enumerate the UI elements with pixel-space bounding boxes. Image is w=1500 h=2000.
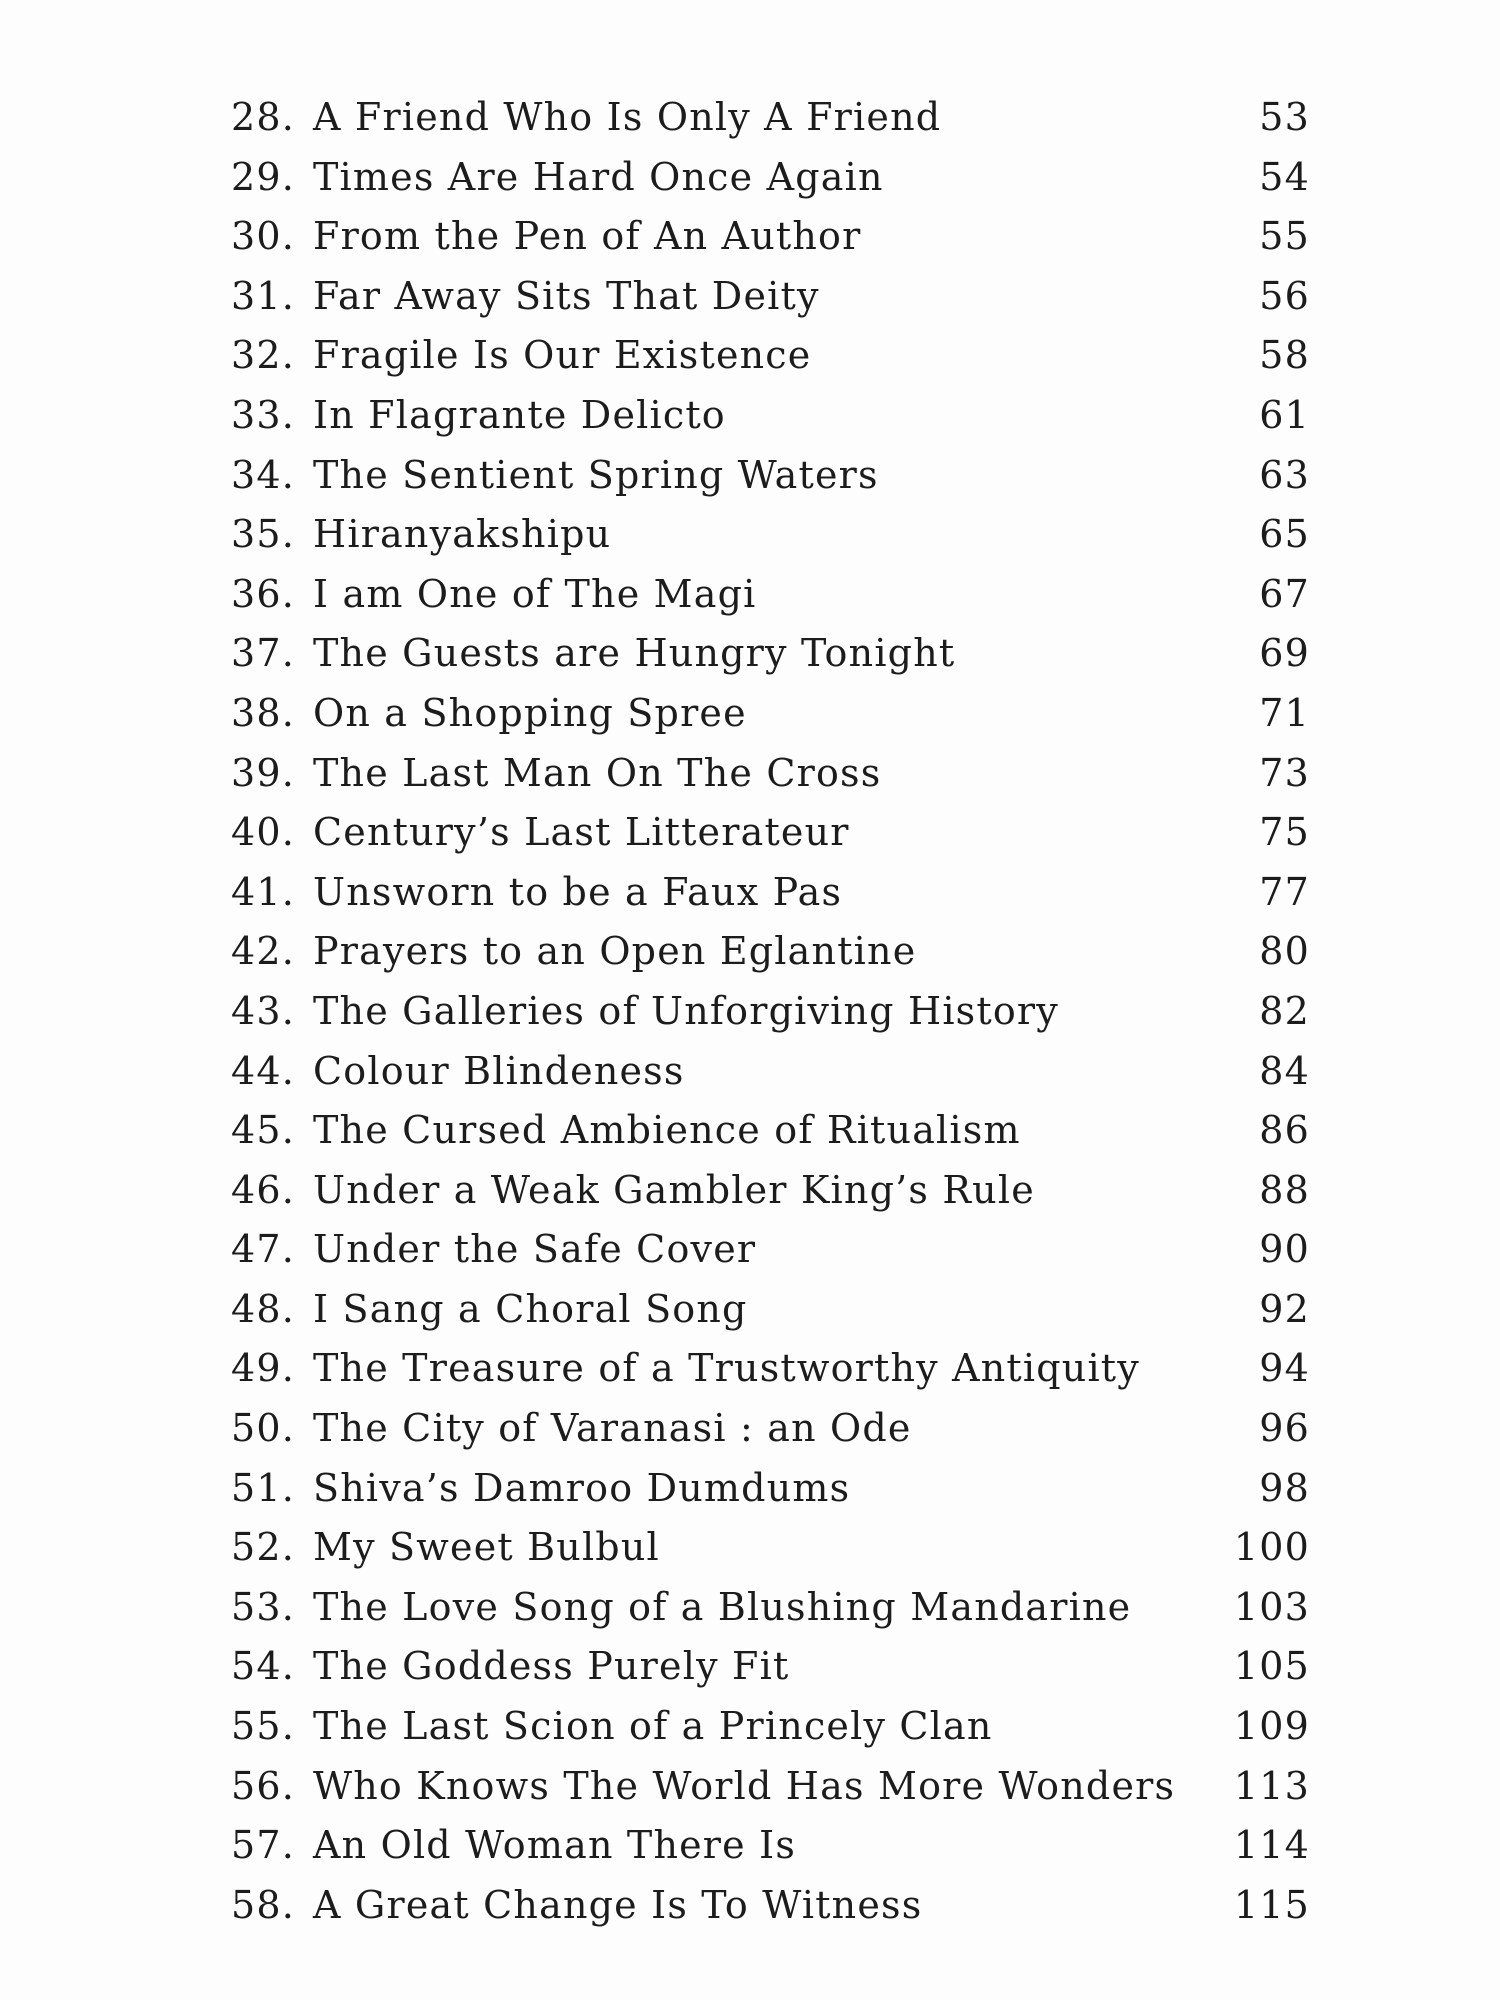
- toc-entry-number: 40.: [231, 810, 296, 855]
- toc-entry: [225, 803, 1310, 863]
- toc-entry-number: 41.: [231, 869, 296, 914]
- toc-entry-page-number: 113: [1233, 1763, 1310, 1808]
- toc-entry-page-number: 105: [1233, 1644, 1310, 1689]
- toc-entry-title: The Guests are Hungry Tonight: [313, 631, 956, 676]
- toc-entry-number: 51.: [231, 1465, 296, 1510]
- toc-entry: [225, 1220, 1310, 1280]
- toc-entry-title: An Old Woman There Is: [313, 1823, 797, 1868]
- toc-entry-page-number: 67: [1259, 571, 1310, 616]
- toc-entry-title: Unsworn to be a Faux Pas: [313, 869, 843, 914]
- toc-entry-title: Under a Weak Gambler King’s Rule: [313, 1167, 1035, 1212]
- toc-entry-number: 49.: [231, 1346, 296, 1391]
- toc-entry-title: I Sang a Choral Song: [313, 1286, 748, 1331]
- toc-entry-number: 48.: [231, 1286, 296, 1331]
- toc-entry: [225, 386, 1310, 446]
- toc-entry-page-number: 103: [1233, 1584, 1310, 1629]
- toc-entry-number: 47.: [231, 1227, 296, 1272]
- toc-entry: [225, 88, 1310, 148]
- toc-entry-page-number: 114: [1233, 1823, 1310, 1868]
- toc-entry-title: Colour Blindeness: [313, 1048, 685, 1093]
- toc-entry-page-number: 80: [1259, 929, 1310, 974]
- toc-entry-page-number: 58: [1259, 333, 1310, 378]
- toc-entry-title: In Flagrante Delicto: [313, 392, 726, 437]
- toc-entry-title: The Last Man On The Cross: [313, 750, 882, 795]
- toc-entry: [225, 1101, 1310, 1161]
- toc-entry: [225, 1816, 1310, 1876]
- toc-entry-title: Who Knows The World Has More Wonders: [313, 1763, 1176, 1808]
- toc-entry: [225, 1637, 1310, 1697]
- toc-entry-number: 33.: [231, 392, 296, 437]
- toc-entry-page-number: 63: [1259, 452, 1310, 497]
- toc-entry-page-number: 82: [1259, 988, 1310, 1033]
- toc-entry: [225, 863, 1310, 923]
- toc-entry-page-number: 96: [1259, 1406, 1310, 1451]
- toc-entry-page-number: 53: [1259, 95, 1310, 139]
- toc-entry-title: The Last Scion of a Princely Clan: [313, 1704, 993, 1749]
- toc-entry: [225, 744, 1310, 804]
- toc-entry: [225, 1399, 1310, 1459]
- toc-entry-title: Hiranyakshipu: [313, 512, 612, 557]
- toc-entry-title: The Treasure of a Trustworthy Antiquity: [313, 1346, 1140, 1391]
- toc-entry-title: A Friend Who Is Only A Friend: [313, 95, 942, 139]
- toc-entry: [225, 565, 1310, 625]
- toc-entry-page-number: 69: [1259, 631, 1310, 676]
- toc-entry-page-number: 55: [1259, 214, 1310, 259]
- toc-entry-title: From the Pen of An Author: [313, 214, 862, 259]
- toc-entry-number: 57.: [231, 1823, 296, 1868]
- toc-entry-number: 52.: [231, 1525, 296, 1570]
- toc-entry: [225, 1161, 1310, 1221]
- toc-entry-number: 46.: [231, 1167, 296, 1212]
- toc-entry-title: The Cursed Ambience of Ritualism: [313, 1108, 1021, 1153]
- toc-entry-title: The Goddess Purely Fit: [313, 1644, 790, 1689]
- toc-entry: [225, 267, 1310, 327]
- toc-entry-title: Prayers to an Open Eglantine: [313, 929, 917, 974]
- toc-entry-number: 56.: [231, 1763, 296, 1808]
- toc-entry: [225, 1042, 1310, 1102]
- toc-entry-number: 50.: [231, 1406, 296, 1451]
- toc-entry-page-number: 65: [1259, 512, 1310, 557]
- toc-entry-title: A Great Change Is To Witness: [313, 1882, 923, 1927]
- toc-entry-title: Fragile Is Our Existence: [313, 333, 812, 378]
- table-of-contents: [225, 88, 1310, 1935]
- toc-entry: [225, 148, 1310, 208]
- toc-entry-page-number: 84: [1259, 1048, 1310, 1093]
- toc-entry-page-number: 88: [1259, 1167, 1310, 1212]
- toc-entry-title: The Love Song of a Blushing Mandarine: [313, 1584, 1132, 1629]
- toc-entry-title: The Galleries of Unforgiving History: [313, 988, 1059, 1033]
- toc-entry-number: 43.: [231, 988, 296, 1033]
- toc-entry-number: 35.: [231, 512, 296, 557]
- toc-entry-number: 38.: [231, 690, 296, 735]
- toc-entry: [225, 207, 1310, 267]
- toc-entry-page-number: 61: [1259, 392, 1310, 437]
- toc-entry-title: I am One of The Magi: [313, 571, 757, 616]
- toc-entry-number: 29.: [231, 154, 296, 199]
- toc-entry-number: 37.: [231, 631, 296, 676]
- toc-entry: [225, 505, 1310, 565]
- toc-entry-page-number: 92: [1259, 1286, 1310, 1331]
- toc-entry-page-number: 109: [1233, 1704, 1310, 1749]
- toc-entry-title: Century’s Last Litterateur: [313, 810, 850, 855]
- toc-entry-number: 45.: [231, 1108, 296, 1153]
- toc-entry-title: Shiva’s Damroo Dumdums: [313, 1465, 851, 1510]
- toc-entry-number: 42.: [231, 929, 296, 974]
- toc-entry-number: 31.: [231, 273, 296, 318]
- toc-entry-page-number: 94: [1259, 1346, 1310, 1391]
- toc-entry-page-number: 75: [1259, 810, 1310, 855]
- toc-entry: [225, 326, 1310, 386]
- toc-entry-page-number: 56: [1259, 273, 1310, 318]
- toc-entry: [225, 982, 1310, 1042]
- toc-entry: [225, 1518, 1310, 1578]
- toc-entry-title: The City of Varanasi : an Ode: [313, 1406, 912, 1451]
- toc-entry: [225, 922, 1310, 982]
- toc-entry-number: 30.: [231, 214, 296, 259]
- toc-entry: [225, 1280, 1310, 1340]
- toc-entry-number: 55.: [231, 1704, 296, 1749]
- toc-entry-number: 53.: [231, 1584, 296, 1629]
- toc-entry-number: 54.: [231, 1644, 296, 1689]
- toc-entry: [225, 1876, 1310, 1936]
- toc-entry: [225, 1339, 1310, 1399]
- toc-entry-title: Far Away Sits That Deity: [313, 273, 820, 318]
- toc-entry-page-number: 98: [1259, 1465, 1310, 1510]
- toc-entry-page-number: 54: [1259, 154, 1310, 199]
- toc-entry-page-number: 86: [1259, 1108, 1310, 1153]
- toc-entry-number: 32.: [231, 333, 296, 378]
- toc-entry-title: My Sweet Bulbul: [313, 1525, 660, 1570]
- toc-entry-page-number: 115: [1233, 1882, 1310, 1927]
- toc-entry: [225, 684, 1310, 744]
- toc-entry-title: Times Are Hard Once Again: [313, 154, 884, 199]
- toc-entry-page-number: 71: [1259, 690, 1310, 735]
- toc-entry-number: 44.: [231, 1048, 296, 1093]
- toc-entry-page-number: 73: [1259, 750, 1310, 795]
- toc-entry-title: The Sentient Spring Waters: [313, 452, 879, 497]
- toc-entry-number: 36.: [231, 571, 296, 616]
- toc-entry-page-number: 77: [1259, 869, 1310, 914]
- toc-entry: [225, 624, 1310, 684]
- toc-entry: [225, 1757, 1310, 1817]
- toc-entry-page-number: 100: [1233, 1525, 1310, 1570]
- toc-entry-number: 58.: [231, 1882, 296, 1927]
- toc-entry: [225, 1459, 1310, 1519]
- toc-entry-title: On a Shopping Spree: [313, 690, 747, 735]
- toc-entry: [225, 1697, 1310, 1757]
- toc-entry: [225, 446, 1310, 506]
- toc-entry-number: 39.: [231, 750, 296, 795]
- toc-entry-page-number: 90: [1259, 1227, 1310, 1272]
- toc-entry: [225, 1578, 1310, 1638]
- toc-entry-number: 28.: [231, 95, 296, 139]
- toc-entry-number: 34.: [231, 452, 296, 497]
- toc-entry-title: Under the Safe Cover: [313, 1227, 757, 1272]
